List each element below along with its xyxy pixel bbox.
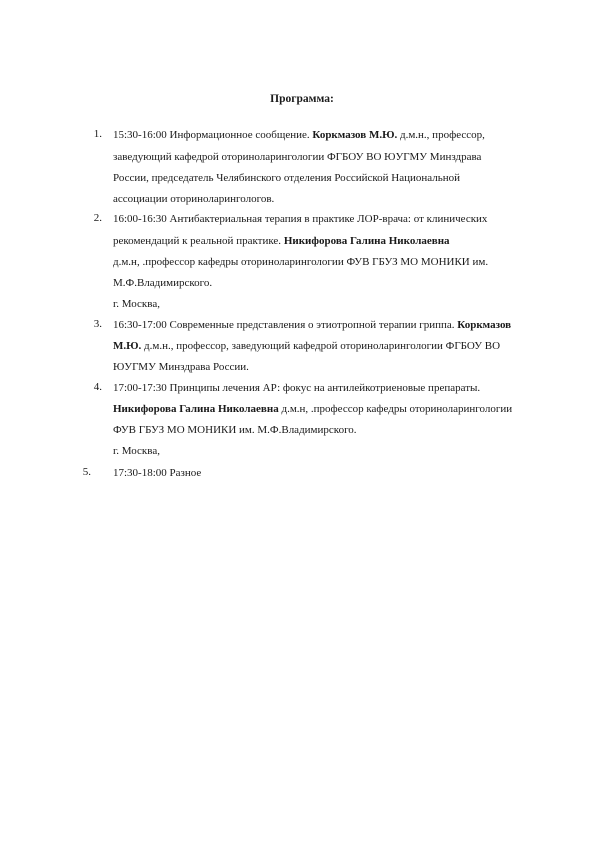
speaker-name: Никифорова Галина Николаевна [113,403,279,415]
item-line: 17:00-17:30 Принципы лечения АР: фокус на антилейкотриеновые препараты. [113,382,481,394]
item-number: 2. [93,212,102,224]
speaker-name: М.Ю. [113,340,142,352]
item-line: 16:00-16:30 Антибактериальная терапия в практике ЛОР-врача: от клинических [113,213,488,225]
speaker-name: Коркмазов М.Ю. [312,129,398,141]
item-line [113,318,511,332]
item-number: 4. [93,381,102,393]
speaker-name: Никифорова Галина Николаевна [283,235,450,247]
item-text: рекомендаций к реальной практике. [113,235,284,247]
item-line [113,402,512,416]
speaker-name: Коркмазов [457,319,512,331]
item-number: 5. [82,466,91,478]
item-line: д.м.н, .профессор кафедры оториноларингологии ФУВ ГБУЗ МО МОНИКИ им. [113,256,489,268]
item-number: 1. [93,128,102,140]
item-line: ФУВ ГБУЗ МО МОНИКИ им. М.Ф.Владимирского. [113,424,357,436]
item-text: д.м.н., профессор, [397,129,485,141]
item-line: 17:30-18:00 Разное [113,467,202,479]
program-title: Программа: [270,93,334,105]
item-text: д.м.н., профессор, заведующий кафедрой оториноларингологии ФГБОУ ВО [141,340,501,352]
item-line [113,234,450,248]
item-line [113,128,485,142]
item-line [113,339,500,353]
item-line: ЮУГМУ Минздрава России. [113,361,249,373]
item-line: ассоциации оториноларингологов. [113,193,275,205]
item-line: г. Москва, [113,445,160,457]
item-line: заведующий кафедрой оториноларингологии ФГБОУ ВО ЮУГМУ Минздрава [113,151,482,163]
item-number: 3. [93,318,102,330]
item-line: М.Ф.Владимирского. [113,277,213,289]
item-text: д.м.н, .профессор кафедры оториноларингологии [278,403,513,415]
item-text: 15:30-16:00 Информационное сообщение. [113,129,313,141]
item-line: г. Москва, [113,298,160,310]
item-line: России, председатель Челябинского отделения Российской Национальной [113,172,461,184]
item-text: 16:30-17:00 Современные представления о этиотропной терапии гриппа. [113,319,458,331]
